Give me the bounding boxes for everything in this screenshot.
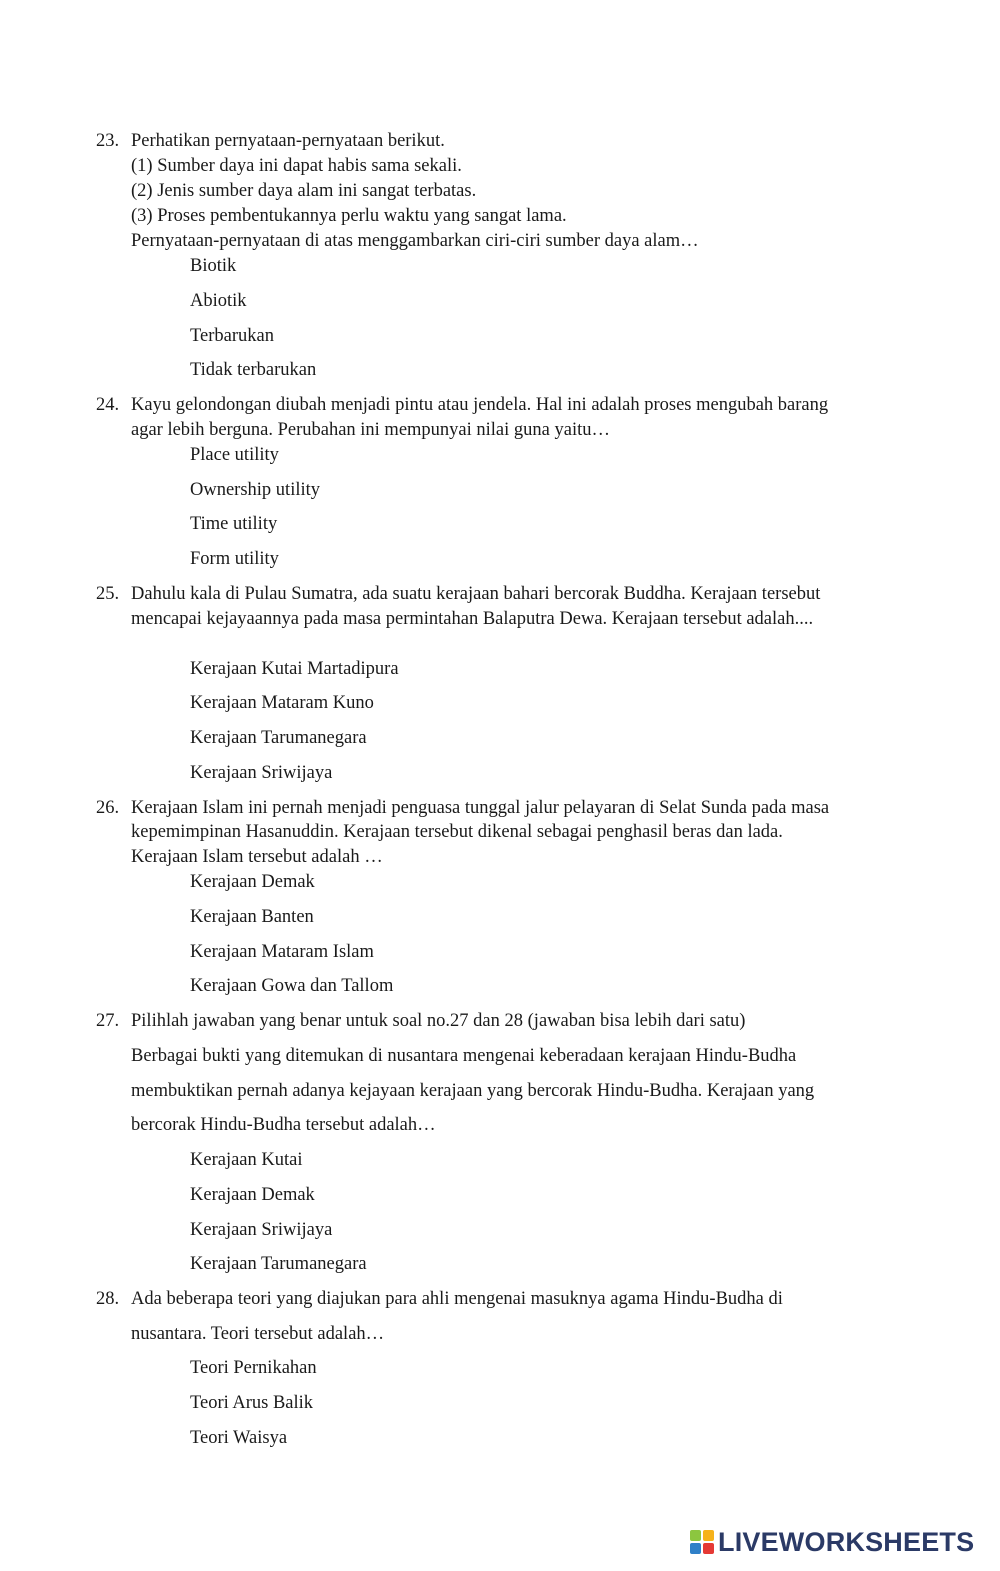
logo-square-red [703,1543,714,1554]
logo-square-yellow [703,1530,714,1541]
answer-option-23-d[interactable]: Tidak terbarukan [190,360,317,380]
answer-option-23-b[interactable]: Abiotik [190,291,247,311]
question-26-line-2: kepemimpinan Hasanuddin. Kerajaan tersebut dikenal sebagai penghasil beras dan lada. [131,822,783,842]
question-26-line-1: Kerajaan Islam ini pernah menjadi penguasa tunggal jalur pelayaran di Selat Sunda pada masa [131,798,830,818]
answer-option-26-a[interactable]: Kerajaan Demak [190,872,315,892]
answer-option-23-a[interactable]: Biotik [190,256,237,276]
question-24-line-1: Kayu gelondongan diubah menjadi pintu atau jendela. Hal ini adalah proses mengubah barang [131,395,829,415]
question-23-line-5: Pernyataan-pernyataan di atas menggambarkan ciri-ciri sumber daya alam… [131,231,699,251]
answer-option-25-b[interactable]: Kerajaan Mataram Kuno [190,693,374,713]
answer-option-26-d[interactable]: Kerajaan Gowa dan Tallom [190,976,394,996]
liveworksheets-logo-icon [690,1530,714,1554]
question-number-25: 25. [96,584,120,604]
question-number-27: 27. [96,1011,120,1031]
question-27-line-1: Pilihlah jawaban yang benar untuk soal no.27 dan 28 (jawaban bisa lebih dari satu) [131,1011,746,1031]
question-number-23: 23. [96,131,120,151]
question-23-line-3: (2) Jenis sumber daya alam ini sangat terbatas. [131,181,477,201]
liveworksheets-logo [690,1527,974,1557]
question-27-line-4: bercorak Hindu-Budha tersebut adalah… [131,1115,436,1135]
answer-option-28-a[interactable]: Teori Pernikahan [190,1358,317,1378]
answer-option-27-d[interactable]: Kerajaan Tarumanegara [190,1254,367,1274]
question-26-line-3: Kerajaan Islam tersebut adalah … [131,847,383,867]
answer-option-24-d[interactable]: Form utility [190,549,279,569]
question-23-line-1: Perhatikan pernyataan-pernyataan berikut. [131,131,445,151]
question-27-line-2: Berbagai bukti yang ditemukan di nusantara mengenai keberadaan kerajaan Hindu-Budha [131,1046,797,1066]
question-28-line-1: Ada beberapa teori yang diajukan para ahli mengenai masuknya agama Hindu-Budha di [131,1289,783,1309]
answer-option-25-a[interactable]: Kerajaan Kutai Martadipura [190,659,399,679]
logo-square-blue [690,1543,701,1554]
answer-option-27-c[interactable]: Kerajaan Sriwijaya [190,1220,333,1240]
answer-option-24-c[interactable]: Time utility [190,514,278,534]
answer-option-27-a[interactable]: Kerajaan Kutai [190,1150,303,1170]
answer-option-25-d[interactable]: Kerajaan Sriwijaya [190,763,333,783]
answer-option-23-c[interactable]: Terbarukan [190,326,274,346]
question-number-26: 26. [96,798,120,818]
answer-option-24-a[interactable]: Place utility [190,445,279,465]
question-number-24: 24. [96,395,120,415]
question-25-line-1: Dahulu kala di Pulau Sumatra, ada suatu kerajaan bahari bercorak Buddha. Kerajaan tersebut [131,584,821,604]
question-24-line-2: agar lebih berguna. Perubahan ini mempunyai nilai guna yaitu… [131,420,610,440]
answer-option-25-c[interactable]: Kerajaan Tarumanegara [190,728,367,748]
question-23-line-4: (3) Proses pembentukannya perlu waktu yang sangat lama. [131,206,567,226]
answer-option-24-b[interactable]: Ownership utility [190,480,321,500]
answer-option-26-c[interactable]: Kerajaan Mataram Islam [190,942,374,962]
answer-option-28-c[interactable]: Teori Waisya [190,1428,288,1448]
answer-option-26-b[interactable]: Kerajaan Banten [190,907,314,927]
logo-square-green [690,1530,701,1541]
answer-option-27-b[interactable]: Kerajaan Demak [190,1185,315,1205]
question-27-line-3: membuktikan pernah adanya kejayaan kerajaan yang bercorak Hindu-Budha. Kerajaan yang [131,1081,815,1101]
logo-text: LIVEWORKSHEETS [718,1527,975,1557]
question-25-line-2: mencapai kejayaannya pada masa permintahan Balaputra Dewa. Kerajaan tersebut adalah.... [131,609,814,629]
question-28-line-2: nusantara. Teori tersebut adalah… [131,1324,385,1344]
answer-option-28-b[interactable]: Teori Arus Balik [190,1393,314,1413]
question-number-28: 28. [96,1289,120,1309]
question-23-line-2: (1) Sumber daya ini dapat habis sama sekali. [131,156,462,176]
